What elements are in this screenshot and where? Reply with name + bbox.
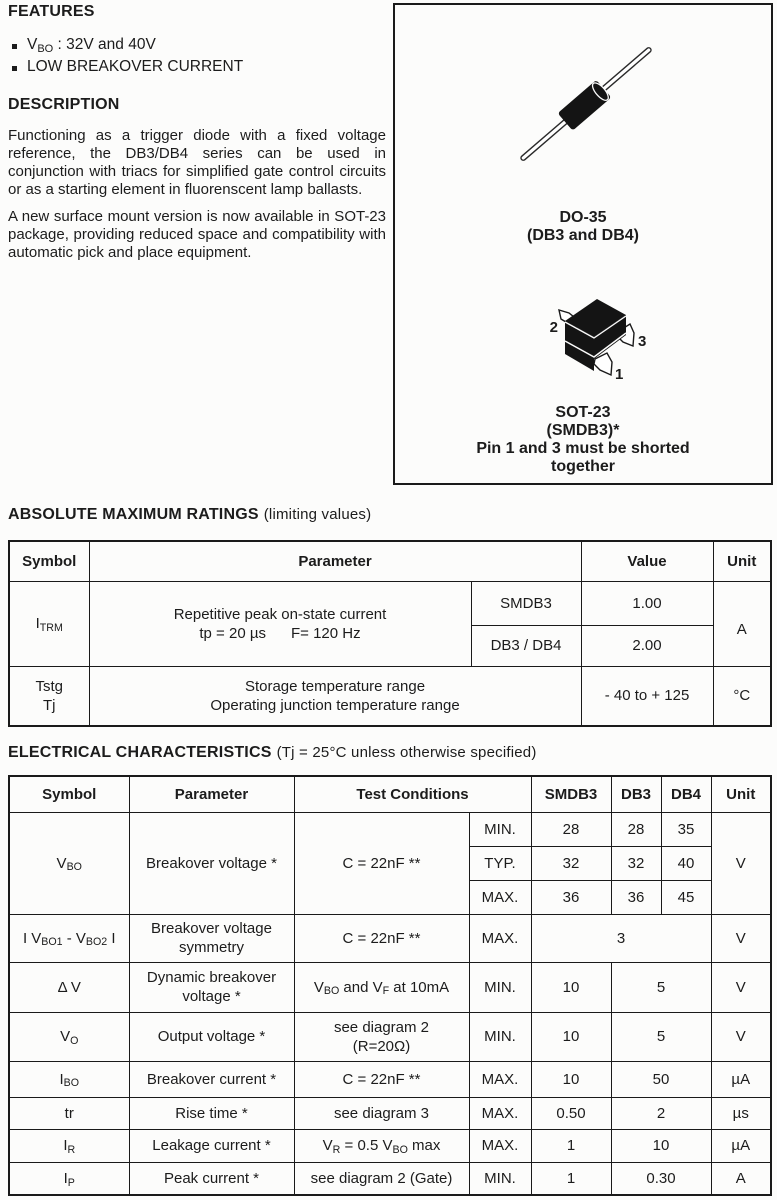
amr-col-symbol: Symbol	[9, 541, 89, 581]
ec-row-rise-time	[9, 1097, 771, 1129]
amr-itrm-variant-value: 1.00	[581, 581, 713, 625]
ec-vbo-max-db3: 36	[611, 880, 661, 914]
ec-ip-parameter: Peak current *	[129, 1162, 294, 1195]
ec-ibo-unit: µA	[711, 1061, 771, 1097]
ec-dv-parameter: Dynamic breakover voltage *	[129, 962, 294, 1012]
ec-col-parameter: Parameter	[129, 776, 294, 812]
ec-vbo-min-db4: 35	[661, 812, 711, 846]
ec-vbo-typ-smdb3: 32	[531, 846, 611, 880]
sot23-pin1-number: 1	[615, 366, 624, 383]
amr-heading-bold: ABSOLUTE MAXIMUM RATINGS	[8, 506, 259, 523]
feature-item-text: LOW BREAKOVER CURRENT	[27, 58, 244, 75]
amr-itrm-parameter	[89, 581, 471, 666]
ec-symmetry-symbol: I $V_{BO1} - V_{BO2}$ I	[9, 914, 129, 962]
sot23-pin3-number: 3	[638, 333, 647, 350]
package-drawings-box	[393, 3, 773, 485]
ec-row-leakage-current	[9, 1129, 771, 1162]
amr-tstg-symbol	[9, 666, 89, 726]
ec-dv-condition: $V_{BO}$ and $V_F$ at 10mA	[294, 962, 469, 1012]
amr-col-unit: Unit	[713, 541, 771, 581]
ec-tr-parameter: Rise time *	[129, 1097, 294, 1129]
ec-vbo-parameter: Breakover voltage *	[129, 812, 294, 914]
ec-ibo-condition: C = 22nF **	[294, 1061, 469, 1097]
amr-itrm-variant-label: DB3 / DB4	[471, 625, 581, 666]
ec-vbo-max-smdb3: 36	[531, 880, 611, 914]
ec-row-breakover-current	[9, 1061, 771, 1097]
ec-col-unit: Unit	[711, 776, 771, 812]
ec-tr-db3db4: 2	[611, 1097, 711, 1129]
features-list	[8, 34, 386, 78]
amr-tstg-parameter	[89, 666, 581, 726]
ec-vbo-limit-label: MAX.	[469, 880, 531, 914]
ec-ibo-limit-label: MAX.	[469, 1061, 531, 1097]
sot23-name: SOT-23	[555, 404, 611, 421]
ec-symmetry-parameter: Breakover voltage symmetry	[129, 914, 294, 962]
ec-vo-limit-label: MIN.	[469, 1012, 531, 1061]
sot23-note-line1: Pin 1 and 3 must be shorted	[476, 440, 690, 457]
amr-col-parameter: Parameter	[89, 541, 581, 581]
ec-header-row	[9, 776, 771, 812]
sot23-package-drawing	[492, 282, 692, 402]
ec-vo-parameter: Output voltage *	[129, 1012, 294, 1061]
ec-dv-smdb3: 10	[531, 962, 611, 1012]
ec-symmetry-unit: V	[711, 914, 771, 962]
ec-ip-limit-label: MIN.	[469, 1162, 531, 1195]
amr-itrm-symbol: $I_{TRM}$	[9, 581, 89, 666]
ec-ip-unit: A	[711, 1162, 771, 1195]
ec-dv-unit: V	[711, 962, 771, 1012]
do35-label	[395, 209, 771, 245]
amr-col-value: Value	[581, 541, 713, 581]
ec-vbo-max-db4: 45	[661, 880, 711, 914]
ec-ip-smdb3: 1	[531, 1162, 611, 1195]
ec-heading-suffix: (Tj = 25°C unless otherwise specified)	[276, 744, 537, 761]
ec-tr-limit-label: MAX.	[469, 1097, 531, 1129]
amr-itrm-variant-value: 2.00	[581, 625, 713, 666]
features-title: FEATURES	[8, 3, 95, 20]
amr-row-itrm-smdb3	[9, 581, 771, 625]
amr-tstg-symbol-line1: Tstg	[35, 677, 63, 695]
ec-vbo-typ-db3: 32	[611, 846, 661, 880]
ec-ir-symbol: $I_R$	[9, 1129, 129, 1162]
amr-tstg-parameter-line2: Operating junction temperature range	[210, 696, 460, 714]
amr-itrm-parameter-line1: Repetitive peak on-state current	[173, 605, 387, 623]
ec-vbo-condition: C = 22nF **	[294, 812, 469, 914]
ec-vbo-limit-label: MIN.	[469, 812, 531, 846]
ec-ibo-db3db4: 50	[611, 1061, 711, 1097]
ec-vbo-limit-label: TYP.	[469, 846, 531, 880]
ec-ir-db3db4: 10	[611, 1129, 711, 1162]
bullet-square-icon	[12, 44, 17, 49]
ec-symmetry-value: 3	[531, 914, 711, 962]
ec-vo-unit: V	[711, 1012, 771, 1061]
ec-dv-limit-label: MIN.	[469, 962, 531, 1012]
amr-tstg-symbol-line2: Tj	[43, 696, 56, 714]
ec-heading-bold: ELECTRICAL CHARACTERISTICS	[8, 744, 272, 761]
ec-col-db3: DB3	[611, 776, 661, 812]
ec-ir-parameter: Leakage current *	[129, 1129, 294, 1162]
ec-vbo-min-smdb3: 28	[531, 812, 611, 846]
ec-ir-smdb3: 1	[531, 1129, 611, 1162]
ec-ir-unit: µA	[711, 1129, 771, 1162]
amr-itrm-unit: A	[713, 581, 771, 666]
sot23-label	[395, 404, 771, 476]
ec-ibo-symbol: $I_{BO}$	[9, 1061, 129, 1097]
amr-header-row	[9, 541, 771, 581]
ec-heading	[8, 744, 537, 762]
ec-ir-limit-label: MAX.	[469, 1129, 531, 1162]
ec-row-symmetry	[9, 914, 771, 962]
amr-tstg-value: - 40 to + 125	[581, 666, 713, 726]
ec-symmetry-limit-label: MAX.	[469, 914, 531, 962]
ec-tr-unit: µs	[711, 1097, 771, 1129]
bullet-square-icon	[12, 66, 17, 71]
ec-col-symbol: Symbol	[9, 776, 129, 812]
do35-diode-icon	[514, 40, 657, 168]
ec-vbo-typ-db4: 40	[661, 846, 711, 880]
ec-ip-db3db4: 0.30	[611, 1162, 711, 1195]
ec-vbo-symbol: $V_{BO}$	[9, 812, 129, 914]
amr-itrm-parameter-line2: tp = 20 µs F= 120 Hz	[199, 624, 361, 642]
description-title: DESCRIPTION	[8, 96, 120, 113]
ec-row-vbo-min	[9, 812, 771, 846]
do35-name: DO-35	[559, 209, 607, 226]
ec-row-dynamic-breakover	[9, 962, 771, 1012]
ec-ip-condition: see diagram 2 (Gate)	[294, 1162, 469, 1195]
ec-ibo-smdb3: 10	[531, 1061, 611, 1097]
amr-tstg-unit: °C	[713, 666, 771, 726]
sot23-variant: (SMDB3)*	[546, 422, 620, 439]
amr-tstg-parameter-line1: Storage temperature range	[244, 677, 426, 695]
do35-variant: (DB3 and DB4)	[526, 227, 639, 244]
description-paragraph-2: A new surface mount version is now available in SOT-23 package, providing reduced space and compatibility with automatic pick and place equipment.	[8, 208, 386, 261]
ec-vo-condition: see diagram 2 (R=20Ω)	[294, 1012, 469, 1061]
amr-heading-suffix: (limiting values)	[263, 506, 372, 523]
electrical-characteristics-table	[8, 775, 772, 1196]
ec-vbo-unit: V	[711, 812, 771, 914]
feature-item-breakover	[8, 56, 386, 78]
amr-heading	[8, 506, 371, 524]
do35-package-drawing	[482, 22, 702, 182]
sot23-pin2-number: 2	[549, 319, 558, 336]
ec-ibo-parameter: Breakover current *	[129, 1061, 294, 1097]
ec-ir-condition: $V_R = 0.5$ $V_{BO}$ max	[294, 1129, 469, 1162]
amr-itrm-variant-label: SMDB3	[471, 581, 581, 625]
ec-vo-db3db4: 5	[611, 1012, 711, 1061]
description-paragraph-1: Functioning as a trigger diode with a fixed voltage reference, the DB3/DB4 series can be used in conjunction with triacs for simplified gate control circuits or as a starting element in fluorenscent lamp ballasts.	[8, 127, 386, 198]
ec-dv-symbol: Δ V	[9, 962, 129, 1012]
amr-row-tstg	[9, 666, 771, 726]
ec-col-db4: DB4	[661, 776, 711, 812]
ec-tr-smdb3: 0.50	[531, 1097, 611, 1129]
ec-ip-symbol: $I_P$	[9, 1162, 129, 1195]
ec-vbo-min-db3: 28	[611, 812, 661, 846]
ec-vo-smdb3: 10	[531, 1012, 611, 1061]
ec-row-peak-current	[9, 1162, 771, 1195]
feature-item-vbo	[8, 34, 386, 56]
ec-tr-symbol: tr	[9, 1097, 129, 1129]
ec-dv-db3db4: 5	[611, 962, 711, 1012]
left-column	[8, 3, 386, 262]
ec-col-smdb3: SMDB3	[531, 776, 611, 812]
ec-row-output-voltage	[9, 1012, 771, 1061]
ec-tr-condition: see diagram 3	[294, 1097, 469, 1129]
ec-symmetry-condition: C = 22nF **	[294, 914, 469, 962]
absolute-maximum-ratings-table	[8, 540, 772, 727]
sot23-note-line2: together	[551, 458, 615, 475]
ec-vo-symbol: $V_O$	[9, 1012, 129, 1061]
feature-item-text: $V_{BO}$ : 32V and 40V	[27, 36, 156, 56]
ec-col-test-conditions: Test Conditions	[294, 776, 531, 812]
